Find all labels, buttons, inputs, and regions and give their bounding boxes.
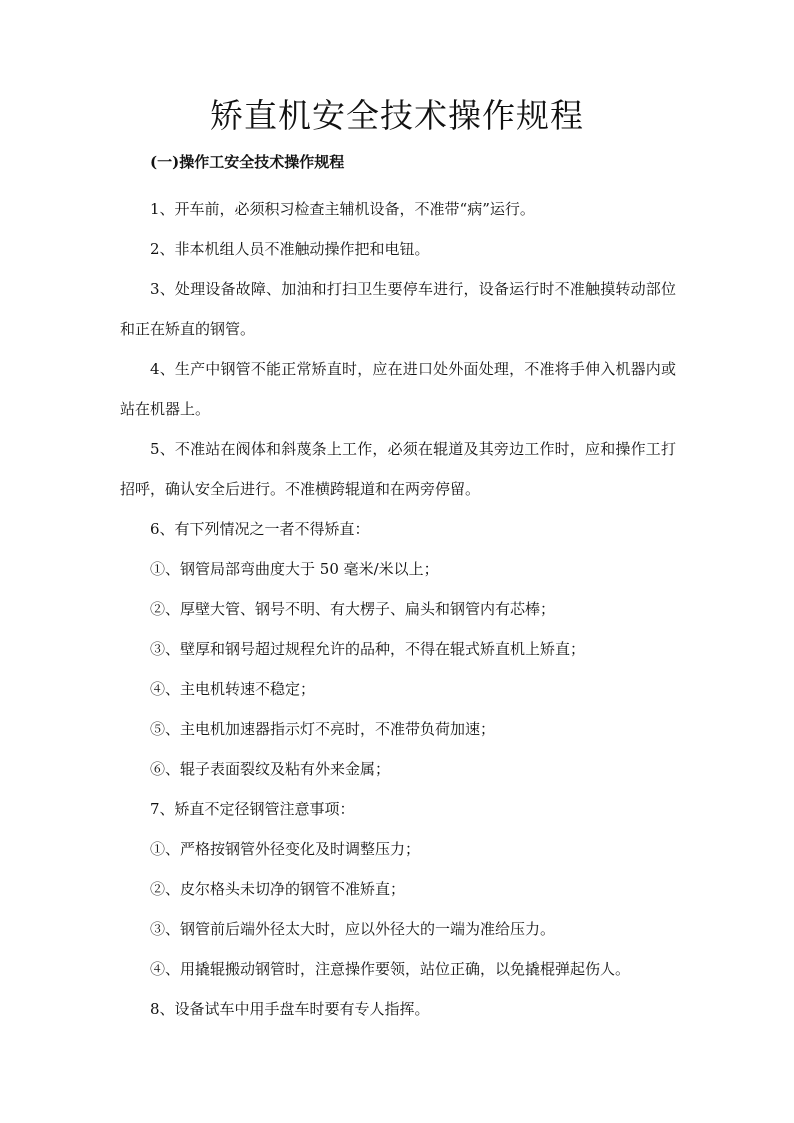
sub-item-6-4: ④、主电机转速不稳定；: [150, 680, 316, 698]
sub-item-7-3: ③、钢管前后端外径太大时，应以外径大的一端为准给压力。: [150, 920, 556, 938]
paragraph-5: 5、不准站在阀体和斜蔑条上工作，必须在辊道及其旁边工作时，应和操作工打招呼，确认安全后进行。不准横跨辊道和在两旁停留。: [120, 440, 676, 498]
sub-item-6-6: ⑥、辊子表面裂纹及粘有外来金属；: [150, 760, 391, 778]
sub-item-7-1: ①、严格按钢管外径变化及时调整压力；: [150, 840, 421, 858]
paragraph-2: 2、非本机组人员不准触动操作把和电钮。: [150, 240, 430, 258]
section-heading: (一)操作工安全技术操作规程: [150, 153, 345, 171]
paragraph-1: 1、开车前，必须积习检查主辅机设备，不准带“病”运行。: [150, 200, 535, 218]
sub-item-7-2: ②、皮尔格头未切净的钢管不准矫直；: [150, 880, 406, 898]
paragraph-7: 7、矫直不定径钢管注意事项：: [150, 800, 355, 818]
paragraph-6: 6、有下列情况之一者不得矫直：: [150, 520, 370, 538]
sub-item-6-5: ⑤、主电机加速器指示灯不亮时，不准带负荷加速；: [150, 720, 496, 738]
paragraph-3: 3、处理设备故障、加油和打扫卫生要停车进行，设备运行时不准触摸转动部位和正在矫直的钢管。: [120, 280, 676, 338]
sub-item-7-4: ④、用撬辊搬动钢管时，注意操作要领，站位正确，以免撬棍弹起伤人。: [150, 960, 631, 978]
sub-item-6-2: ②、厚壁大管、钢号不明、有大楞子、扁头和钢管内有芯棒；: [150, 600, 556, 618]
document-body: [120, 189, 676, 1029]
paragraph-8: 8、设备试车中用手盘车时要有专人指挥。: [150, 1000, 430, 1018]
document-title: 矫直机安全技术操作规程: [210, 96, 584, 135]
sub-item-6-1: ①、钢管局部弯曲度大于 50 毫米/米以上；: [150, 560, 439, 578]
paragraph-4: 4、生产中钢管不能正常矫直时，应在进口处外面处理，不准将手伸入机器内或站在机器上。: [120, 360, 676, 418]
sub-item-6-3: ③、壁厚和钢号超过规程允许的品种，不得在辊式矫直机上矫直；: [150, 640, 586, 658]
